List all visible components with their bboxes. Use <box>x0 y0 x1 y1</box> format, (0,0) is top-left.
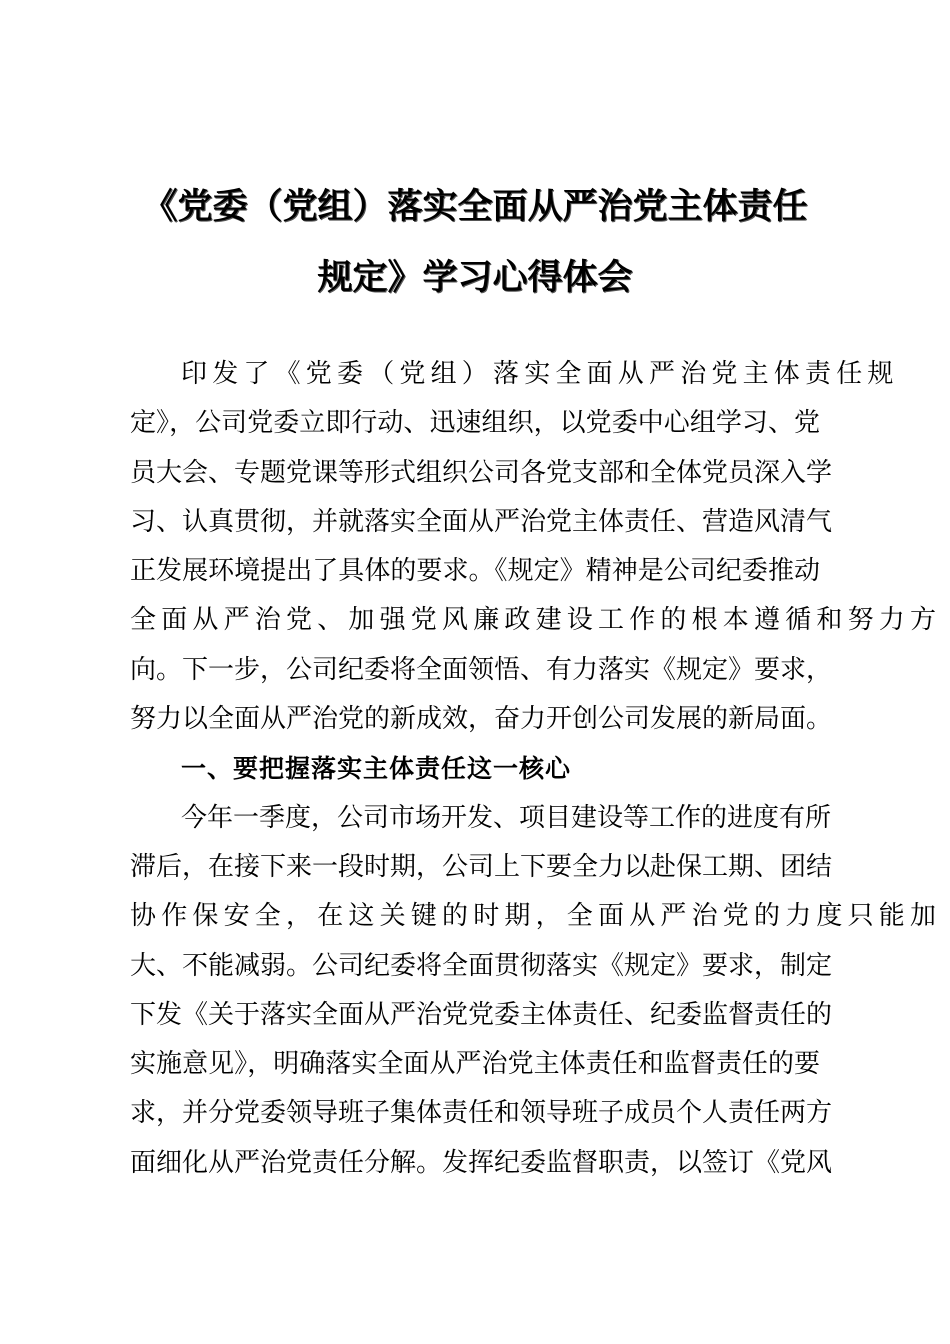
section-1-line: 协作保安全，在这关键的时期，全面从严治党的力度只能加 <box>130 901 942 932</box>
section-1-line: 面细化从严治党责任分解。发挥纪委监督职责，以签订《党风 <box>130 1147 833 1178</box>
paragraph-1-line: 向。下一步，公司纪委将全面领悟、有力落实《规定》要求， <box>130 654 833 685</box>
title-line-1: 《党委（党组）落实全面从严治党主体责任 <box>142 187 808 227</box>
paragraph-1-line: 习、认真贯彻，并就落实全面从严治党主体责任、营造风清气 <box>130 506 833 537</box>
section-1-line: 下发《关于落实全面从严治党党委主体责任、纪委监督责任的 <box>130 999 833 1030</box>
title-line-2: 规定》学习心得体会 <box>317 258 633 298</box>
document-body <box>130 350 942 1188</box>
paragraph-1-line: 定》，公司党委立即行动、迅速组织，以党委中心组学习、党 <box>130 408 820 439</box>
paragraph-1-line: 印发了《党委（党组）落实全面从严治党主体责任规 <box>181 359 899 389</box>
section-1-line: 大、不能减弱。公司纪委将全面贯彻落实《规定》要求，制定 <box>130 950 833 981</box>
section-1-line: 实施意见》，明确落实全面从严治党主体责任和监督责任的要 <box>130 1049 820 1080</box>
document-title <box>100 172 850 314</box>
paragraph-1-line: 员大会、专题党课等形式组织公司各党支部和全体党员深入学 <box>130 457 833 488</box>
section-1-line: 今年一季度，公司市场开发、项目建设等工作的进度有所 <box>181 802 832 833</box>
paragraph-1-line: 全面从严治党、加强党风廉政建设工作的根本遵循和努力方 <box>130 605 942 636</box>
paragraph-1-line: 努力以全面从严治党的新成效，奋力开创公司发展的新局面。 <box>130 704 833 735</box>
paragraph-1-line: 正发展环境提出了具体的要求。《规定》精神是公司纪委推动 <box>130 556 820 587</box>
section-1-line: 滞后，在接下来一段时期，公司上下要全力以赴保工期、团结 <box>130 851 833 882</box>
section-1-heading: 一、要把握落实主体责任这一核心 <box>181 754 572 784</box>
section-1-line: 求，并分党委领导班子集体责任和领导班子成员个人责任两方 <box>130 1098 833 1129</box>
